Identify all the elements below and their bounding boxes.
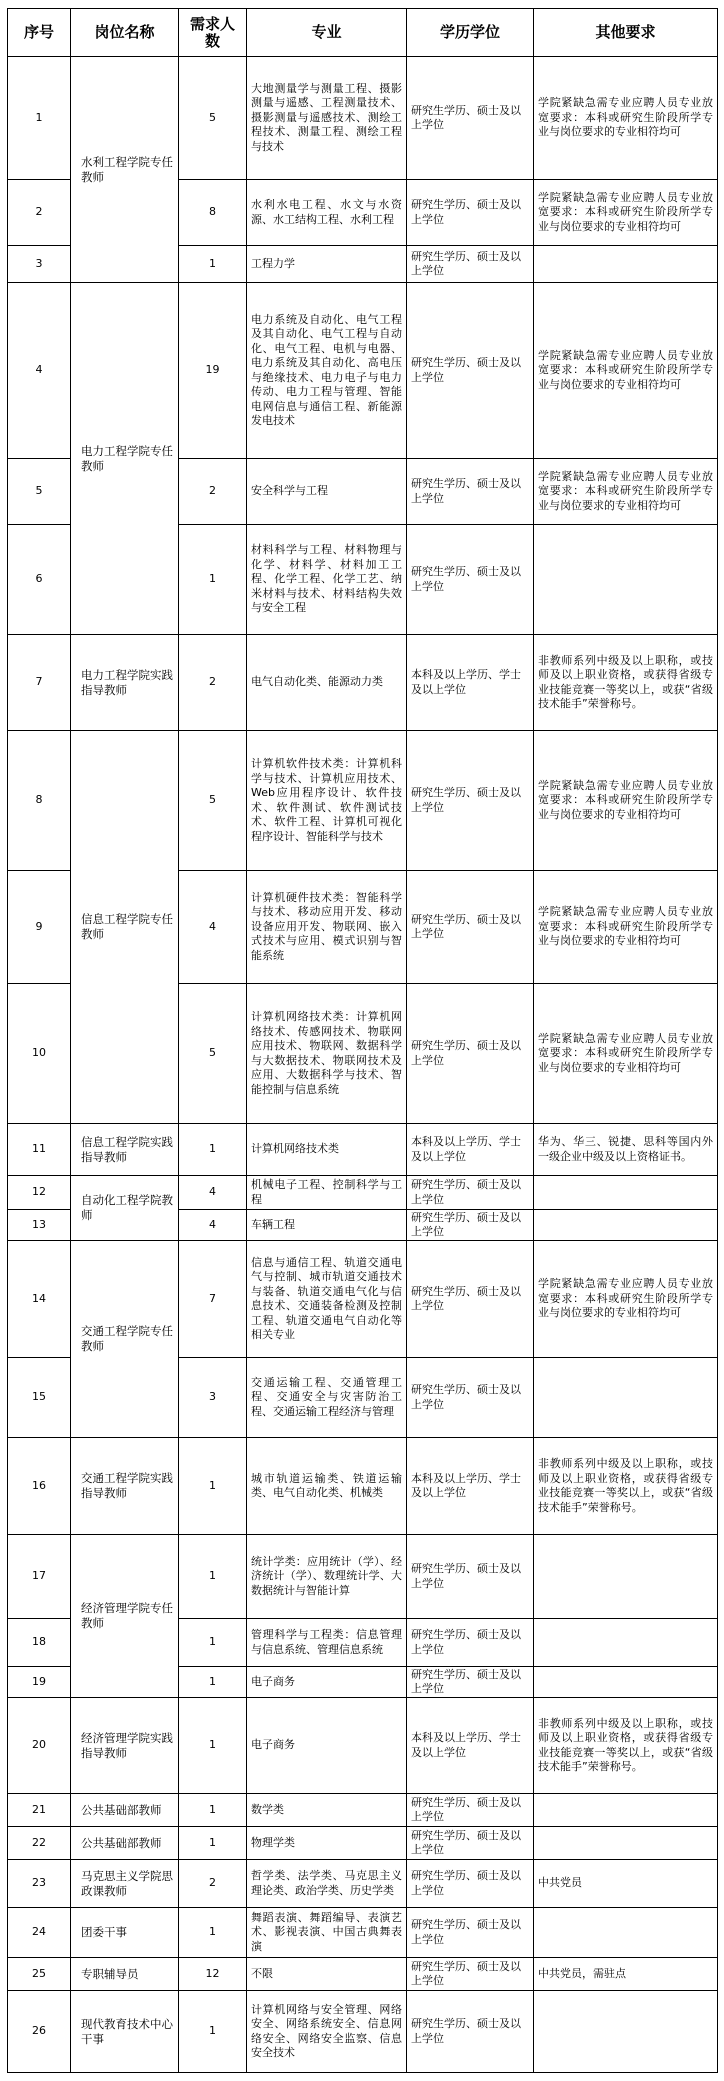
- row-other: 非教师系列中级及以上职称，或技师及以上职业资格，或获得省级专业技能竞赛一等奖以上，或获“省级技术能手”荣誉称号。: [534, 1438, 718, 1535]
- row-count: 5: [179, 984, 247, 1124]
- header-position: 岗位名称: [71, 9, 179, 57]
- row-degree: 本科及以上学历、学士及以上学位: [407, 1698, 534, 1794]
- position-name: 马克思主义学院思政课教师: [71, 1860, 179, 1908]
- table-row: [8, 635, 718, 731]
- row-degree: 研究生学历、硕士及以上学位: [407, 1991, 534, 2073]
- row-degree: 研究生学历、硕士及以上学位: [407, 1176, 534, 1210]
- table-row: [8, 1535, 718, 1619]
- row-other: [534, 1908, 718, 1958]
- position-name: 团委干事: [71, 1908, 179, 1958]
- row-major: 电子商务: [247, 1667, 407, 1698]
- row-count: 1: [179, 1908, 247, 1958]
- row-other: 学院紧缺急需专业应聘人员专业放宽要求：本科或研究生阶段所学专业与岗位要求的专业相符均可: [534, 459, 718, 525]
- table-row: [8, 1241, 718, 1358]
- row-count: 1: [179, 1794, 247, 1827]
- row-major: 数学类: [247, 1794, 407, 1827]
- row-major: 水利水电工程、水文与水资源、水工结构工程、水利工程: [247, 180, 407, 246]
- position-name: 交通工程学院实践指导教师: [71, 1438, 179, 1535]
- row-index: 20: [8, 1698, 71, 1794]
- row-other: [534, 1991, 718, 2073]
- row-index: 25: [8, 1958, 71, 1991]
- row-count: 7: [179, 1241, 247, 1358]
- row-index: 8: [8, 731, 71, 871]
- position-name: 经济管理学院专任教师: [71, 1535, 179, 1698]
- row-degree: 研究生学历、硕士及以上学位: [407, 1241, 534, 1358]
- row-other: [534, 1358, 718, 1438]
- row-degree: 研究生学历、硕士及以上学位: [407, 57, 534, 180]
- position-name: 现代教育技术中心干事: [71, 1991, 179, 2073]
- row-degree: 研究生学历、硕士及以上学位: [407, 1827, 534, 1860]
- table-row: [8, 1827, 718, 1860]
- row-major: 材料科学与工程、材料物理与化学、材料学、材料加工工程、化学工程、化学工艺、纳米材料与技术、材料结构失效与安全工程: [247, 525, 407, 635]
- table-row: [8, 1860, 718, 1908]
- row-index: 3: [8, 246, 71, 283]
- row-degree: 研究生学历、硕士及以上学位: [407, 871, 534, 984]
- table-row: [8, 1438, 718, 1535]
- row-major: 机械电子工程、控制科学与工程: [247, 1176, 407, 1210]
- row-other: [534, 1210, 718, 1241]
- row-index: 13: [8, 1210, 71, 1241]
- row-count: 1: [179, 246, 247, 283]
- row-count: 19: [179, 283, 247, 459]
- row-count: 1: [179, 1124, 247, 1176]
- row-other: 学院紧缺急需专业应聘人员专业放宽要求：本科或研究生阶段所学专业与岗位要求的专业相符均可: [534, 984, 718, 1124]
- row-other: 学院紧缺急需专业应聘人员专业放宽要求：本科或研究生阶段所学专业与岗位要求的专业相符均可: [534, 283, 718, 459]
- row-count: 4: [179, 871, 247, 984]
- row-other: 学院紧缺急需专业应聘人员专业放宽要求：本科或研究生阶段所学专业与岗位要求的专业相符均可: [534, 57, 718, 180]
- row-count: 1: [179, 1619, 247, 1667]
- row-index: 10: [8, 984, 71, 1124]
- header-index: 序号: [8, 9, 71, 57]
- row-index: 4: [8, 283, 71, 459]
- position-name: 经济管理学院实践指导教师: [71, 1698, 179, 1794]
- row-degree: 研究生学历、硕士及以上学位: [407, 1358, 534, 1438]
- row-count: 4: [179, 1210, 247, 1241]
- row-other: 非教师系列中级及以上职称，或技师及以上职业资格，或获得省级专业技能竞赛一等奖以上，或获“省级技术能手”荣誉称号。: [534, 1698, 718, 1794]
- row-index: 15: [8, 1358, 71, 1438]
- row-other: [534, 1667, 718, 1698]
- row-major: 电气自动化类、能源动力类: [247, 635, 407, 731]
- row-count: 1: [179, 525, 247, 635]
- row-other: 中共党员，需驻点: [534, 1958, 718, 1991]
- row-other: [534, 1827, 718, 1860]
- row-index: 2: [8, 180, 71, 246]
- row-count: 1: [179, 1535, 247, 1619]
- row-index: 5: [8, 459, 71, 525]
- row-other: 学院紧缺急需专业应聘人员专业放宽要求：本科或研究生阶段所学专业与岗位要求的专业相符均可: [534, 731, 718, 871]
- row-other: 学院紧缺急需专业应聘人员专业放宽要求：本科或研究生阶段所学专业与岗位要求的专业相符均可: [534, 871, 718, 984]
- row-degree: 研究生学历、硕士及以上学位: [407, 1794, 534, 1827]
- row-degree: 研究生学历、硕士及以上学位: [407, 984, 534, 1124]
- row-major: 哲学类、法学类、马克思主义理论类、政治学类、历史学类: [247, 1860, 407, 1908]
- row-degree: 研究生学历、硕士及以上学位: [407, 1667, 534, 1698]
- row-index: 18: [8, 1619, 71, 1667]
- row-other: [534, 525, 718, 635]
- position-name: 公共基础部教师: [71, 1827, 179, 1860]
- row-index: 19: [8, 1667, 71, 1698]
- position-name: 信息工程学院实践指导教师: [71, 1124, 179, 1176]
- header-other: 其他要求: [534, 9, 718, 57]
- table-row: [8, 1698, 718, 1794]
- row-degree: 本科及以上学历、学士及以上学位: [407, 1438, 534, 1535]
- row-index: 17: [8, 1535, 71, 1619]
- position-name: 公共基础部教师: [71, 1794, 179, 1827]
- header-row: [8, 9, 718, 57]
- row-index: 22: [8, 1827, 71, 1860]
- row-major: 物理学类: [247, 1827, 407, 1860]
- row-index: 23: [8, 1860, 71, 1908]
- row-major: 计算机网络技术类: [247, 1124, 407, 1176]
- header-count: 需求人数: [179, 9, 247, 57]
- table-row: [8, 1991, 718, 2073]
- row-other: [534, 246, 718, 283]
- row-count: 12: [179, 1958, 247, 1991]
- row-index: 11: [8, 1124, 71, 1176]
- row-count: 1: [179, 1667, 247, 1698]
- row-index: 14: [8, 1241, 71, 1358]
- table-row: [8, 57, 718, 180]
- row-other: [534, 1176, 718, 1210]
- row-count: 5: [179, 731, 247, 871]
- row-count: 2: [179, 459, 247, 525]
- row-count: 1: [179, 1991, 247, 2073]
- row-other: 学院紧缺急需专业应聘人员专业放宽要求：本科或研究生阶段所学专业与岗位要求的专业相符均可: [534, 180, 718, 246]
- header-degree: 学历学位: [407, 9, 534, 57]
- row-major: 安全科学与工程: [247, 459, 407, 525]
- row-major: 计算机硬件技术类：智能科学与技术、移动应用开发、移动设备应用开发、物联网、嵌入式技术与应用、模式识别与智能系统: [247, 871, 407, 984]
- row-major: 信息与通信工程、轨道交通电气与控制、城市轨道交通技术与装备、轨道交通电气化与信息技术、交通装备检测及控制工程、轨道交通电气自动化等相关专业: [247, 1241, 407, 1358]
- row-degree: 研究生学历、硕士及以上学位: [407, 283, 534, 459]
- row-degree: 研究生学历、硕士及以上学位: [407, 1535, 534, 1619]
- row-degree: 研究生学历、硕士及以上学位: [407, 1860, 534, 1908]
- row-count: 8: [179, 180, 247, 246]
- row-degree: 研究生学历、硕士及以上学位: [407, 1908, 534, 1958]
- position-name: 电力工程学院实践指导教师: [71, 635, 179, 731]
- row-major: 计算机网络技术类：计算机网络技术、传感网技术、物联网应用技术、物联网、数据科学与大数据技术、物联网技术及应用、大数据科学与技术、智能控制与信息系统: [247, 984, 407, 1124]
- row-degree: 研究生学历、硕士及以上学位: [407, 525, 534, 635]
- row-major: 管理科学与工程类：信息管理与信息系统、管理信息系统: [247, 1619, 407, 1667]
- table-row: [8, 1908, 718, 1958]
- position-name: 交通工程学院专任教师: [71, 1241, 179, 1438]
- row-degree: 研究生学历、硕士及以上学位: [407, 180, 534, 246]
- table-row: [8, 1124, 718, 1176]
- row-index: 9: [8, 871, 71, 984]
- row-other: 中共党员: [534, 1860, 718, 1908]
- table-row: [8, 283, 718, 459]
- row-major: 计算机软件技术类：计算机科学与技术、计算机应用技术、Web应用程序设计、软件技术、软件测试、软件测试技术、软件工程、计算机可视化程序设计、智能科学与技术: [247, 731, 407, 871]
- row-index: 26: [8, 1991, 71, 2073]
- row-index: 21: [8, 1794, 71, 1827]
- row-count: 4: [179, 1176, 247, 1210]
- position-name: 自动化工程学院教师: [71, 1176, 179, 1241]
- row-index: 1: [8, 57, 71, 180]
- row-other: 华为、华三、锐捷、思科等国内外一级企业中级及以上资格证书。: [534, 1124, 718, 1176]
- row-degree: 本科及以上学历、学士及以上学位: [407, 1124, 534, 1176]
- table-row: [8, 1958, 718, 1991]
- recruitment-table: [7, 8, 718, 2073]
- row-degree: 本科及以上学历、学士及以上学位: [407, 635, 534, 731]
- table-row: [8, 731, 718, 871]
- row-major: 计算机网络与安全管理、网络安全、网络系统安全、信息网络安全、网络安全监察、信息安全技术: [247, 1991, 407, 2073]
- row-other: 学院紧缺急需专业应聘人员专业放宽要求：本科或研究生阶段所学专业与岗位要求的专业相符均可: [534, 1241, 718, 1358]
- row-degree: 研究生学历、硕士及以上学位: [407, 1958, 534, 1991]
- row-count: 1: [179, 1438, 247, 1535]
- position-name: 电力工程学院专任教师: [71, 283, 179, 635]
- row-degree: 研究生学历、硕士及以上学位: [407, 246, 534, 283]
- row-major: 大地测量学与测量工程、摄影测量与遥感、工程测量技术、摄影测量与遥感技术、测绘工程技术、测量工程、测绘工程与技术: [247, 57, 407, 180]
- table-row: [8, 1794, 718, 1827]
- position-name: 信息工程学院专任教师: [71, 731, 179, 1124]
- row-degree: 研究生学历、硕士及以上学位: [407, 1619, 534, 1667]
- row-major: 电力系统及自动化、电气工程及其自动化、电气工程与自动化、电气工程、电机与电器、电力系统及其自动化、高电压与绝缘技术、电力电子与电力传动、电力工程与管理、智能电网信息与通信工程、新能源发电技术: [247, 283, 407, 459]
- row-major: 不限: [247, 1958, 407, 1991]
- row-major: 工程力学: [247, 246, 407, 283]
- row-major: 交通运输工程、交通管理工程、交通安全与灾害防治工程、交通运输工程经济与管理: [247, 1358, 407, 1438]
- row-other: 非教师系列中级及以上职称，或技师及以上职业资格，或获得省级专业技能竞赛一等奖以上，或获“省级技术能手”荣誉称号。: [534, 635, 718, 731]
- row-major: 城市轨道运输类、铁道运输类、电气自动化类、机械类: [247, 1438, 407, 1535]
- row-degree: 研究生学历、硕士及以上学位: [407, 459, 534, 525]
- row-index: 24: [8, 1908, 71, 1958]
- row-other: [534, 1619, 718, 1667]
- row-degree: 研究生学历、硕士及以上学位: [407, 731, 534, 871]
- table-row: [8, 1176, 718, 1210]
- row-count: 1: [179, 1827, 247, 1860]
- row-other: [534, 1794, 718, 1827]
- position-name: 水利工程学院专任教师: [71, 57, 179, 283]
- row-index: 16: [8, 1438, 71, 1535]
- row-index: 7: [8, 635, 71, 731]
- row-count: 2: [179, 1860, 247, 1908]
- position-name: 专职辅导员: [71, 1958, 179, 1991]
- row-major: 统计学类：应用统计（学）、经济统计（学）、数理统计学、大数据统计与智能计算: [247, 1535, 407, 1619]
- row-major: 车辆工程: [247, 1210, 407, 1241]
- row-major: 舞蹈表演、舞蹈编导、表演艺术、影视表演、中国古典舞表演: [247, 1908, 407, 1958]
- row-count: 3: [179, 1358, 247, 1438]
- row-other: [534, 1535, 718, 1619]
- row-count: 1: [179, 1698, 247, 1794]
- row-major: 电子商务: [247, 1698, 407, 1794]
- row-index: 6: [8, 525, 71, 635]
- header-major: 专业: [247, 9, 407, 57]
- row-count: 2: [179, 635, 247, 731]
- row-degree: 研究生学历、硕士及以上学位: [407, 1210, 534, 1241]
- row-index: 12: [8, 1176, 71, 1210]
- row-count: 5: [179, 57, 247, 180]
